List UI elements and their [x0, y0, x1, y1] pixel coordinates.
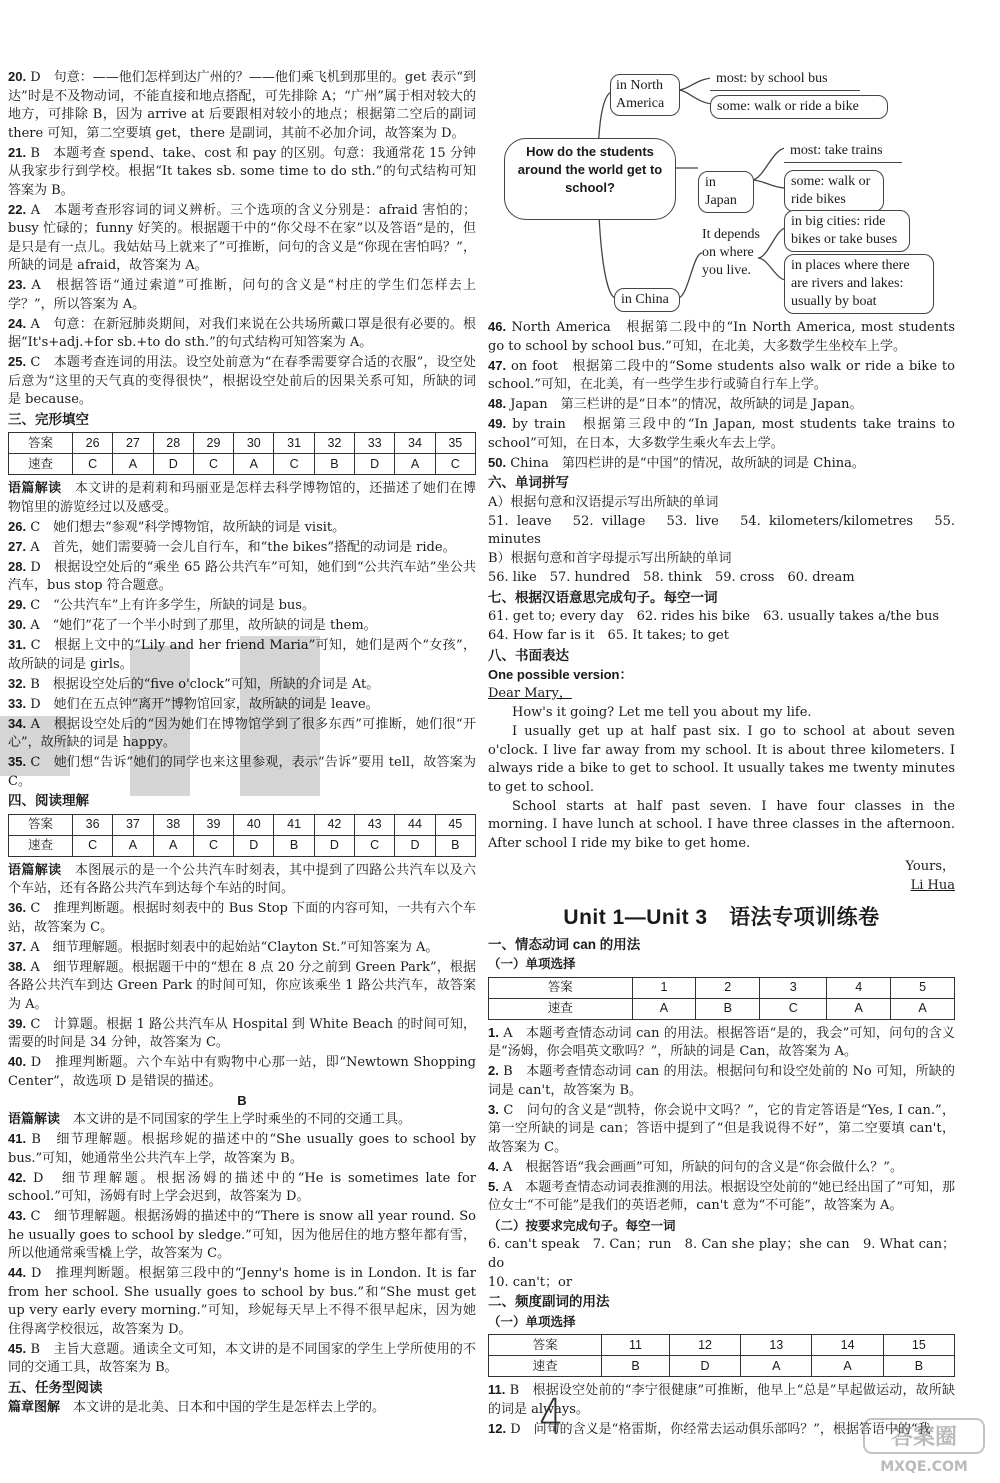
letter-paragraph: I usually get up at half past six. I go to school at about seven o'clock. I live far away from my school. It is about three kilometers. I always ride a bike to get to school. It usually takes me twenty minutes to get to school.	[488, 724, 955, 795]
answer-item	[8, 353, 476, 410]
mind-map-cn-big: in big cities: ride bikes or take buses	[784, 210, 910, 252]
section-writing-title: 八、书面表达	[488, 647, 569, 663]
answer-item	[8, 636, 476, 674]
answer-item-number: 44.	[8, 1265, 27, 1280]
answer-item	[8, 1169, 476, 1207]
answer-table-cell: 13	[741, 1335, 812, 1356]
spelling-b-answers: 56. like 57. hundred 58. think 59. cross 60. dream	[488, 570, 855, 585]
mind-map-jp-some: some: walk or ride bikes	[784, 170, 884, 212]
answer-item-text: C 细节理解题。根据汤姆的描述中的“There is snow all year round. So he usually goes to school by sledge.”可知，因为他居住的地方整年都有雪，所以他通常乘雪橇上学，故答案为 C。	[8, 1209, 476, 1261]
reading-text: 本文讲的是不同国家的学生上学时乘坐的不同的交通工具。	[73, 1112, 412, 1127]
answer-table-row	[489, 1356, 955, 1377]
answer-table-cell: C	[72, 835, 112, 856]
watermark-logo	[860, 1415, 988, 1477]
grammar-can-subtitle: （一）单项选择	[488, 957, 576, 971]
answer-item-number: 43.	[8, 1208, 27, 1223]
answer-table-header-cell: 答案	[9, 433, 73, 454]
answer-item	[488, 357, 955, 395]
answer-item-text: C “公共汽车”上有许多学生，所缺的词是 bus。	[30, 598, 315, 613]
reading-lead: 语篇解读	[8, 480, 62, 495]
answer-table-header-cell: 速查	[489, 998, 633, 1019]
answer-item-number: 3.	[488, 1101, 499, 1117]
answer-list-task-reading	[488, 318, 955, 473]
letter-paragraph: How's it going? Let me tell you about my life.	[512, 705, 812, 720]
answer-item-text: C 推理判断题。根据时刻表中的 Bus Stop 下面的内容可知，一共有六个车站，故答案为 C。	[8, 901, 476, 935]
answer-item	[8, 1130, 476, 1168]
answer-list-cloze	[8, 518, 476, 792]
answer-table-cell: 32	[314, 433, 354, 454]
answer-table-cell: C	[72, 454, 112, 475]
answer-item-number: 30.	[8, 617, 27, 632]
mind-map-jp-most: most: take trains	[784, 140, 902, 163]
svg-text:答案圈: 答案圈	[890, 1425, 958, 1450]
translation-answers-1: 61. get to; every day 62. rides his bike 63. usually takes a/the bus	[488, 609, 939, 624]
answer-item-number: 35.	[8, 754, 27, 769]
answer-table-cell: 4	[827, 977, 891, 998]
answer-item-text: A 本题考查形容词的词义辨析。三个选项的含义分别是：afraid 害怕的；busy 忙碌的；funny 好笑的。根据题干中的“你父母不在家”以及答语“是的，但是只是有一点儿。我姑姑马上就来了”可推断，问句的含义是“你现在害怕吗？”，所缺的词是 afraid，故答案为 A。	[8, 202, 477, 273]
answer-item	[8, 753, 476, 791]
answer-table-row	[9, 814, 476, 835]
answer-item	[8, 616, 476, 636]
answer-table-cell: 42	[314, 814, 354, 835]
answer-item-number: 12.	[488, 1420, 507, 1436]
answer-table-header-cell: 速查	[489, 1356, 602, 1377]
answer-item	[8, 276, 476, 314]
answer-item-text: C 她们想去“参观”科学博物馆，故所缺的词是 visit。	[30, 519, 346, 535]
answer-table-header-cell: 速查	[9, 454, 73, 475]
answer-table-cell: D	[395, 835, 435, 856]
answer-item-text: Japan 第三栏讲的是“日本”的情况，故所缺的词是 Japan。	[510, 397, 863, 412]
answer-item-text: China 第四栏讲的是“中国”的情况，故所缺的词是 China。	[510, 455, 865, 471]
answer-item-text: A 根据答语“我会画画”可知，所缺的问句的含义是“你会做什么？”。	[502, 1159, 903, 1175]
answer-item	[8, 201, 476, 276]
answer-table-cell: A	[113, 454, 153, 475]
answer-table-cell: 40	[234, 814, 274, 835]
answer-item-number: 47.	[488, 357, 507, 373]
answer-item-text: B 本题考查 spend、take、cost 和 pay 的区别。句意：我通常花 15 分钟从我家步行到学校。根据“It takes sb. some time to do sth.”的句式结构可知答案为 B。	[8, 145, 476, 198]
answer-item	[488, 1178, 955, 1216]
answer-item-text: A “她们”花了一个半小时到了那里，故所缺的词是 them。	[30, 618, 377, 633]
answer-item-text: A 细节理解题。根据题干中的“想在 8 点 20 分之前到 Green Park”，根据各路公共汽车到达 Green Park 的时间可知，你应该乘坐 1 路公共汽车，故答案为 A。	[8, 959, 476, 1012]
answer-table-header-cell: 答案	[489, 1335, 602, 1356]
reading-summary-4	[8, 1398, 476, 1418]
answer-table-cell: 1	[632, 977, 696, 998]
answer-item-text: A 根据答语“通过索道”可推断，问句的含义是“村庄的学生们怎样去上学？”，所以答案为 A。	[8, 278, 476, 312]
answer-table-cell: A	[395, 454, 435, 475]
answer-item-text: on foot 根据第二段中的“Some students also walk or ride a bike to school.”可知，在北美，有一些学生步行或骑自行车上学。	[488, 358, 955, 392]
reading-summary-3	[8, 1110, 476, 1130]
reading-lead: 篇章图解	[8, 1399, 61, 1414]
letter-closing: Yours，	[905, 858, 955, 874]
can-sentence-answers-1: 6. can't speak 7. Can；run 8. Can she play；she can 9. What can；do	[488, 1237, 955, 1271]
answer-item	[8, 1207, 476, 1264]
answer-table-cell: A	[153, 835, 193, 856]
svg-text:MXQE.COM: MXQE.COM	[880, 1459, 968, 1475]
letter-signature: Li Hua	[910, 877, 955, 893]
answer-item	[8, 538, 476, 558]
translation-answers-2: 64. How far is it 65. It takes; to get	[488, 628, 729, 643]
answer-item	[8, 1053, 476, 1091]
answer-item-text: B 根据设空处后的“five o'clock”可知，所缺的介词是 At。	[30, 676, 380, 692]
answer-item-number: 32.	[8, 675, 27, 691]
right-column	[488, 68, 956, 1445]
answer-table-cell: C	[193, 835, 233, 856]
answer-list-reading-a	[8, 899, 476, 1091]
answer-table-cell: D	[355, 454, 395, 475]
answer-item-text: B 本题考查情态动词 can 的用法。根据问句和设空处前的 No 可知，所缺的词是 can't，故答案为 B。	[488, 1064, 955, 1098]
answer-table-cell: 11	[602, 1335, 670, 1356]
page-number-handwritten: 4	[539, 1389, 564, 1445]
mind-map-china: in China	[614, 288, 680, 312]
answer-table-cell: 34	[395, 433, 435, 454]
reading-text: 本文讲的是莉莉和玛丽亚是怎样去科学博物馆的，还描述了她们在博物馆里的游览经过以及感受。	[8, 481, 476, 515]
answer-item-text: D 细节理解题。根据汤姆的描述中的“He is sometimes late for school.”可知，汤姆有时上学会迟到，故答案为 D。	[8, 1170, 476, 1204]
answer-item-number: 11.	[488, 1382, 506, 1397]
answer-table-cell: 39	[193, 814, 233, 835]
answer-item-text: B 主旨大意题。通读全文可知，本文讲的是不同国家的学生上学所使用的不同的交通工具，故答案为 B。	[8, 1341, 476, 1375]
reading-text: 本图展示的是一个公共汽车时刻表，其中提到了四路公共汽车以及六个车站，还有各路公共汽车到达每个车站的时间。	[8, 862, 476, 896]
answer-table-cell: D	[153, 454, 193, 475]
mind-map-cn-rivers: in places where there are rivers and lakes: usually by boat	[784, 254, 934, 314]
answer-table-cell: B	[696, 998, 760, 1019]
answer-table-cell: 12	[669, 1335, 740, 1356]
answer-table-cell: 15	[883, 1335, 954, 1356]
answer-table-cell: 41	[274, 814, 314, 835]
answer-list-can	[488, 1024, 955, 1216]
answer-item-text: A 根据设空处后的“因为她们在博物馆学到了很多东西”可推断，她们很“开心”，故所缺的词是 happy。	[8, 716, 477, 750]
answer-item-number: 24.	[8, 315, 27, 331]
mind-map-north-america: in North America	[610, 74, 680, 116]
answer-item-number: 2.	[488, 1063, 499, 1078]
answer-item	[488, 1158, 955, 1178]
answer-item-number: 39.	[8, 1015, 27, 1031]
answer-table-cell: C	[435, 454, 475, 475]
answer-table-cell: A	[113, 835, 153, 856]
passage-b-heading: B	[237, 1092, 247, 1108]
answer-item-number: 40.	[8, 1054, 27, 1069]
answer-table-cell: A	[741, 1356, 812, 1377]
answer-item	[8, 558, 476, 596]
answer-table-cell: B	[435, 835, 475, 856]
answer-list-single-choice	[8, 68, 476, 410]
section-translation-title: 七、根据汉语意思完成句子。每空一词	[488, 589, 718, 605]
unit-title: Unit 1—Unit 3 语法专项训练卷	[563, 906, 880, 929]
reading-text: 本文讲的是北美、日本和中国的学生是怎样去上学的。	[73, 1400, 386, 1415]
answer-item-number: 41.	[8, 1131, 27, 1146]
answer-item-text: A 细节理解题。根据时刻表中的起始站“Clayton St.”可知答案为 A。	[30, 939, 439, 955]
answer-table-cell: C	[355, 835, 395, 856]
answer-item-text: B 细节理解题。根据珍妮的描述中的“She usually goes to school by bus.”可知，她通常坐公共汽车上学，故答案为 B。	[8, 1132, 476, 1166]
spelling-b-instructions: B）根据句意和首字母提示写出所缺的单词	[488, 551, 732, 566]
answer-table-cell: A	[234, 454, 274, 475]
answer-item	[8, 899, 476, 937]
answer-table-cell: D	[669, 1356, 740, 1377]
answer-table-cell: 33	[355, 433, 395, 454]
answer-table-cloze	[8, 432, 476, 475]
answer-table-row	[489, 1335, 955, 1356]
answer-item-number: 42.	[8, 1169, 27, 1185]
answer-table-cell: 36	[72, 814, 112, 835]
answer-item	[8, 1264, 476, 1339]
answer-table-cell: 3	[760, 977, 827, 998]
section-cloze-title: 三、完形填空	[8, 411, 89, 427]
answer-item	[8, 715, 476, 753]
answer-table-cell: C	[193, 454, 233, 475]
answer-table-cell: C	[760, 998, 827, 1019]
answer-table-cell: 31	[274, 433, 314, 454]
answer-table-cell: 28	[153, 433, 193, 454]
answer-table-cell: B	[274, 835, 314, 856]
answer-item	[8, 675, 476, 695]
answer-item-text: C 本题考查连词的用法。设空处前意为“在春季需要穿合适的衣服”，设空处后意为“这里的天气真的变得很快”，根据设空处前后的因果关系可知，所缺的词是 because。	[8, 355, 476, 407]
grammar-frequency-title: 二、频度副词的用法	[488, 1294, 610, 1309]
answer-item-number: 26.	[8, 518, 27, 534]
reading-lead: 语篇解读	[8, 1111, 61, 1126]
answer-item-text: A 句意：在新冠肺炎期间，对我们来说在公共场所戴口罩是很有必要的。根据“It's+adj.+for sb.+to do sth.”的句式结构可知答案为 A。	[8, 316, 476, 350]
answer-item-number: 50.	[488, 454, 507, 470]
answer-item-text: C 计算题。根据 1 路公共汽车从 Hospital 到 White Beach 的时间可知，需要的时间是 34 分钟，故答案为 C。	[8, 1016, 476, 1050]
answer-table-header-cell: 答案	[9, 814, 73, 835]
letter-greeting: Dear Mary，	[488, 686, 572, 701]
answer-table-cell: 44	[395, 814, 435, 835]
answer-item	[488, 1062, 955, 1100]
answer-item	[8, 144, 476, 201]
answer-table-row	[489, 977, 955, 998]
answer-item-text: D 推理判断题。六个车站中有购物中心那一站，即“Newtown Shopping Center”，故选项 D 是错误的描述。	[8, 1055, 476, 1089]
answer-table-cell: 27	[113, 433, 153, 454]
answer-item-text: by train 根据第三段中的“In Japan, most students take trains to school”可知，在日本，大多数学生乘火车去上学。	[488, 417, 956, 451]
answer-item-number: 36.	[8, 900, 27, 915]
answer-item-text: B 根据设空处前的“李宁很健康”可推断，他早上“总是”早起做运动，故所缺的词是 always。	[488, 1383, 955, 1417]
answer-table-cell: 43	[355, 814, 395, 835]
answer-item-number: 4.	[488, 1158, 499, 1174]
answer-item	[488, 415, 955, 453]
answer-table-row	[9, 433, 476, 454]
answer-item-number: 31.	[8, 637, 27, 652]
answer-item-text: North America 根据第二段中的“In North America, most students go to school by school bus.”可知，在北美，大多数学生坐校车上学。	[488, 320, 956, 354]
answer-item-text: D 问句的含义是“格雷斯，你经常去运动俱乐部吗？”，根据答语中的“我	[510, 1421, 931, 1437]
answer-item	[8, 315, 476, 353]
spelling-a-instructions: A）根据句意和汉语提示写出所缺的单词	[488, 494, 719, 510]
answer-item-text: C 问句的含义是“凯特，你会说中文吗？”，它的肯定答语是“Yes, I can.”，第一空所缺的词是 can；答语中提到了“但是我说得不好”，第二空要填 can't，故答案为 C。	[488, 1102, 955, 1155]
answer-table-frequency	[488, 1334, 955, 1377]
answer-table-cell: B	[883, 1356, 954, 1377]
answer-table-cell: A	[812, 1356, 883, 1377]
answer-table-row	[9, 454, 476, 475]
answer-item-number: 46.	[488, 319, 507, 334]
answer-item-number: 20.	[8, 69, 27, 84]
answer-item-number: 5.	[488, 1178, 499, 1194]
answer-table-cell: 45	[435, 814, 475, 835]
section-task-reading-title: 五、任务型阅读	[8, 1379, 103, 1395]
answer-item-number: 37.	[8, 938, 27, 954]
answer-item-text: C 她们想“告诉”她们的同学也来这里参观，表示“告诉”要用 tell，故答案为 C。	[8, 755, 476, 789]
answer-item	[8, 596, 476, 616]
answer-item-text: D 根据设空处后的“乘坐 65 路公共汽车”可知，她们到“公共汽车站”坐公共汽车，bus stop 符合题意。	[8, 559, 476, 593]
answer-table-cell: 30	[234, 433, 274, 454]
answer-item	[8, 958, 476, 1015]
answer-item-number: 22.	[8, 201, 27, 217]
mind-map-japan: in Japan	[698, 171, 754, 213]
mind-map-cn-depends: It depends on where you live.	[702, 227, 760, 278]
answer-table-can	[488, 977, 955, 1020]
answer-table-cell: 38	[153, 814, 193, 835]
answer-item-number: 25.	[8, 354, 27, 369]
answer-item-number: 48.	[488, 396, 507, 411]
answer-table-cell: D	[314, 835, 354, 856]
answer-item	[488, 1101, 955, 1158]
answer-table-cell: 35	[435, 433, 475, 454]
reading-lead: 语篇解读	[8, 861, 62, 877]
answer-table-cell: 26	[72, 433, 112, 454]
answer-item-number: 49.	[488, 416, 507, 431]
mind-map-na-most: most: by school bus	[710, 68, 860, 91]
answer-item-text: A 本题考查情态动词 can 的用法。根据答语“是的，我会”可知，问句的含义是“汤姆，你会唱英文歌吗？”，所缺的词是 Can，故答案为 A。	[488, 1025, 955, 1059]
answer-item-text: D 推理判断题。根据第三段中的“Jenny's home is in London. It is far from her school. She usually goes to school by bus.”和“She must get up very early every morning.”可知，珍妮每天早上不得不很早起床，因为她住得离学校很远，故答案为 D。	[8, 1266, 477, 1337]
answer-table-header-cell: 速查	[9, 835, 73, 856]
can-sentence-answers-2: 10. can't；or	[488, 1274, 573, 1290]
answer-table-cell: A	[891, 998, 955, 1019]
answer-table-header-cell: 答案	[489, 977, 633, 998]
answer-item	[8, 1340, 476, 1378]
mind-map	[488, 68, 955, 318]
answer-item-number: 38.	[8, 958, 27, 974]
answer-item	[8, 695, 476, 715]
grammar-can-title: 一、情态动词 can 的用法	[488, 936, 641, 952]
reading-summary-1	[8, 479, 476, 517]
answer-item	[8, 518, 476, 538]
answer-item	[8, 68, 476, 143]
answer-item-number: 1.	[488, 1024, 499, 1040]
answer-item-number: 27.	[8, 538, 27, 554]
answer-item-number: 45.	[8, 1340, 27, 1356]
writing-version-label: One possible version：	[488, 667, 633, 682]
left-column	[8, 68, 476, 1418]
answer-table-cell: 37	[113, 814, 153, 835]
answer-list-reading-b	[8, 1130, 476, 1378]
answer-table-row	[489, 998, 955, 1019]
grammar-frequency-subtitle: （一）单项选择	[488, 1314, 576, 1329]
section-spelling-title: 六、单词拼写	[488, 475, 569, 490]
answer-table-cell: 5	[891, 977, 955, 998]
answer-table-cell: D	[234, 835, 274, 856]
spelling-a-answers: 51. leave 52. village 53. live 54. kilometers/kilometres 55. minutes	[488, 513, 955, 547]
answer-item	[488, 454, 955, 474]
answer-table-cell: B	[314, 454, 354, 475]
answer-item	[488, 1024, 955, 1062]
answer-item-text: D 她们在五点钟“离开”博物馆回家，故所缺的词是 leave。	[30, 696, 379, 712]
answer-table-cell: C	[274, 454, 314, 475]
answer-item-number: 23.	[8, 277, 27, 292]
answer-item-text: A 本题考查情态动词表推测的用法。根据设空处前的“她已经出国了”可知，那位女士“不可能”是我们的英语老师，can't 意为“不可能”，故答案为 A。	[488, 1179, 955, 1213]
answer-table-reading	[8, 814, 476, 857]
answer-item-number: 21.	[8, 144, 27, 160]
answer-item	[488, 395, 955, 415]
answer-item-text: D 句意：——他们怎样到达广州的？——他们乘飞机到那里的。get 表示“到达”时是不及物动词，不能直接和地点搭配，可先排除 A；“广州”属于相对较大的地方，可排除 B，因为 arrive at 后要跟相对较小的地点；根据第二空后的副词 there 可知，第二空要填 get，there 是副词，其前不必加介词，故答案为 D。	[8, 70, 476, 141]
answer-item-number: 34.	[8, 715, 27, 731]
answer-table-cell: B	[602, 1356, 670, 1377]
answer-item	[8, 1015, 476, 1053]
answer-item-number: 33.	[8, 695, 27, 711]
answer-table-cell: A	[632, 998, 696, 1019]
answer-table-cell: 29	[193, 433, 233, 454]
answer-item-number: 28.	[8, 558, 27, 574]
answer-table-row	[9, 835, 476, 856]
answer-item-number: 29.	[8, 597, 27, 612]
letter-paragraph: School starts at half past seven. I have four classes in the morning. I have lunch at school. I have three classes in the afternoon. After school I ride my bike to get home.	[488, 798, 955, 851]
answer-table-cell: A	[827, 998, 891, 1019]
answer-item	[8, 938, 476, 958]
mind-map-center: How do the students around the world get to school?	[504, 138, 676, 220]
answer-item-text: C 根据上文中的“Lily and her friend Maria”可知，她们是两个“女孩”，故所缺的词是 girls。	[8, 638, 476, 672]
mind-map-na-some: some: walk or ride a bike	[710, 95, 888, 119]
answer-item	[488, 318, 955, 356]
answer-table-cell: 14	[812, 1335, 883, 1356]
reading-summary-2	[8, 861, 476, 899]
section-reading-title: 四、阅读理解	[8, 793, 89, 808]
answer-item-text: A 首先，她们需要骑一会儿自行车，和“the bikes”搭配的动词是 ride。	[30, 539, 456, 555]
grammar-can-subtitle-2: （二）按要求完成句子。每空一词	[488, 1218, 676, 1233]
answer-table-cell: 2	[696, 977, 760, 998]
